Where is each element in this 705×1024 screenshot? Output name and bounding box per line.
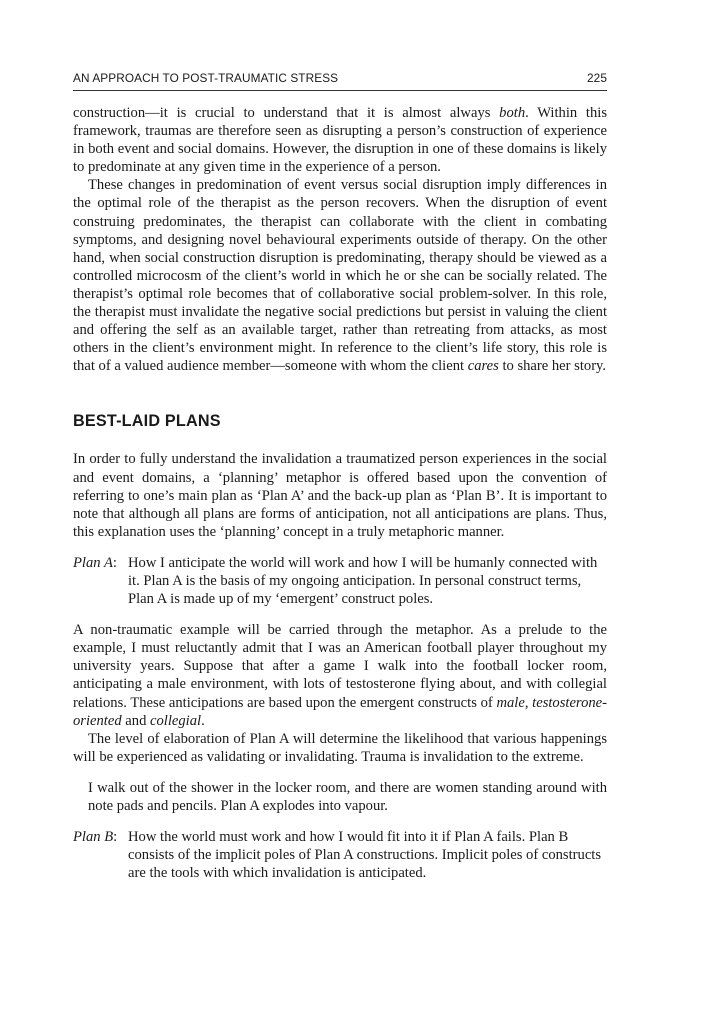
plan-b-text: How the world must work and how I would fit into it if Plan A fails. Plan B consists of the implicit poles of Plan A constructions. Implicit poles of constructs are the tools with which invalidation is anticipated.	[128, 829, 602, 882]
page-body	[73, 104, 607, 882]
page-number: 225	[587, 71, 607, 85]
paragraph-therapist-role: These changes in predomination of event versus social disruption imply differences in the optimal role of the therapist as the person recovers. When the disruption of event construing predominates, the therapist can collaborate with the client in combating symptoms, and designing novel behavioural experiments outside of therapy. On the other hand, when social construction disruption is predominating, therapy should be viewed as a controlled microcosm of the client’s world in which he or she can be socially related. The therapist’s optimal role becomes that of collaborative social problem-solver. In this role, the therapist must invalidate the negative social predictions but persist in valuing the client and offering the self as an available target, rather than retreating from attacks, as most others in the client’s environment might. In reference to the client’s life story, this role is that of a valued audience member—someone with whom the client cares to share her story.	[73, 177, 607, 375]
running-header	[73, 68, 607, 91]
block-quote-locker-room: I walk out of the shower in the locker room, and there are women standing around with note pads and pencils. Plan A explodes into vapour.	[88, 779, 607, 814]
plan-a-definition	[73, 554, 607, 608]
running-head-title: AN APPROACH TO POST-TRAUMATIC STRESS	[73, 71, 339, 85]
paragraph-football-example: A non-traumatic example will be carried through the metaphor. As a prelude to the example, I must reluctantly admit that I was an American football player throughout my university years. Suppose that after a game I walk into the football locker room, anticipating a male environment, with lots of testosterone flying about, and with collegial relations. These anticipations are based upon the emergent constructs of male, testosterone-oriented and collegial.	[73, 622, 607, 729]
section-heading: BEST-LAID PLANS	[73, 412, 221, 431]
paragraph-elaboration: The level of elaboration of Plan A will determine the likelihood that various happenings will be experienced as validating or invalidating. Trauma is invalidation to the extreme.	[73, 730, 607, 765]
plan-b-label: Plan B:	[73, 829, 118, 846]
plan-a-label: Plan A:	[73, 554, 117, 571]
plan-b-definition	[73, 828, 607, 882]
paragraph-planning-metaphor: In order to fully understand the invalidation a traumatized person experiences in the social and event domains, a ‘planning’ metaphor is offered based upon the convention of referring to one’s main plan as ‘Plan A’ and the back-up plan as ‘Plan B’. It is important to note that although all plans are forms of anticipation, not all anticipations are plans. Thus, this explanation uses the ‘planning’ concept in a truly metaphoric manner.	[73, 451, 607, 540]
paragraph-continuation: construction—it is crucial to understand that it is almost always both. Within this framework, traumas are therefore seen as disrupting a person’s construction of experience in both event and social domains. However, the disruption in one of these domains is likely to predominate at any given time in the experience of a person.	[73, 105, 608, 176]
plan-a-text: How I anticipate the world will work and how I will be humanly connected with it. Plan A is the basis of my ongoing anticipation. In personal construct terms, Plan A is made up of my ‘emergent’ construct poles.	[128, 554, 598, 608]
